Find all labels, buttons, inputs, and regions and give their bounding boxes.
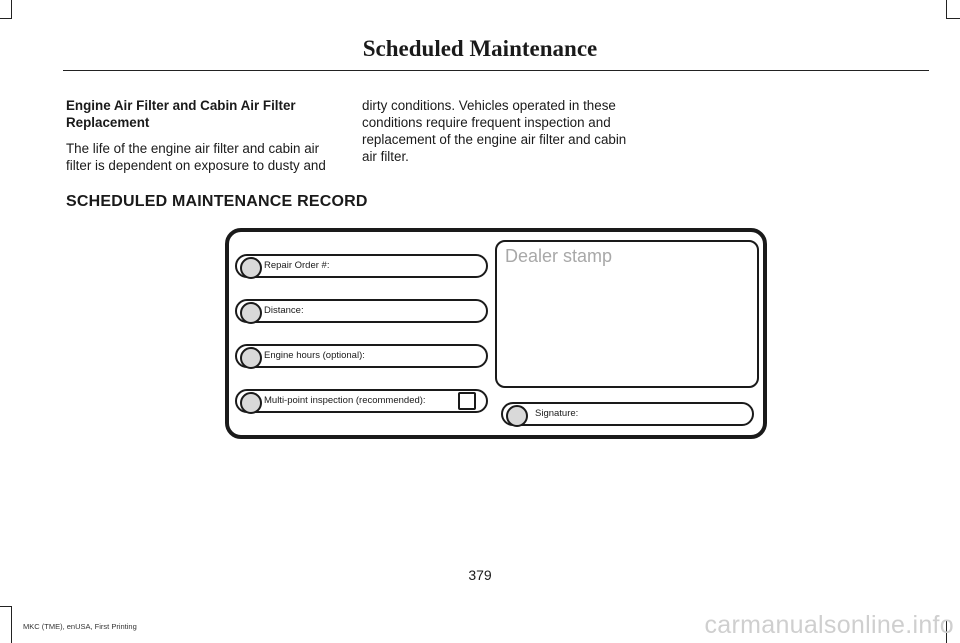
engine-hours-label: Engine hours (optional): — [264, 350, 365, 361]
repair-order-label: Repair Order #: — [264, 260, 330, 271]
multipoint-inspection-field[interactable] — [235, 389, 488, 413]
record-heading: SCHEDULED MAINTENANCE RECORD — [66, 193, 368, 210]
bubble-icon — [506, 405, 528, 427]
bubble-icon — [240, 257, 262, 279]
maintenance-record-card — [225, 228, 767, 439]
header-rule — [63, 70, 929, 71]
signature-field[interactable] — [501, 402, 754, 426]
distance-label: Distance: — [264, 305, 304, 316]
multipoint-checkbox[interactable] — [458, 392, 476, 410]
crop-mark-top-right-h — [946, 18, 960, 19]
engine-hours-field[interactable] — [235, 344, 488, 368]
watermark: carmanualsonline.info — [704, 611, 954, 639]
signature-label: Signature: — [535, 408, 579, 419]
distance-field[interactable] — [235, 299, 488, 323]
section-title: Engine Air Filter and Cabin Air Filter Replacement — [66, 98, 296, 130]
crop-mark-bottom-left-h — [0, 606, 12, 607]
left-column — [66, 97, 336, 174]
section-paragraph-left: The life of the engine air filter and cabin air filter is dependent on exposure to dusty and — [66, 141, 326, 173]
crop-mark-top-left-h — [0, 18, 12, 19]
page-number: 379 — [468, 567, 492, 583]
dealer-stamp-box[interactable] — [495, 240, 759, 388]
bubble-icon — [240, 347, 262, 369]
crop-mark-bottom-left-v — [11, 606, 12, 643]
page-title: Scheduled Maintenance — [362, 36, 598, 61]
right-column — [362, 97, 632, 165]
bubble-icon — [240, 302, 262, 324]
edition-line: MKC (TME), enUSA, First Printing — [23, 622, 137, 631]
dealer-stamp-label: Dealer stamp — [505, 246, 613, 266]
bubble-icon — [240, 392, 262, 414]
crop-mark-top-left-v — [11, 0, 12, 18]
crop-mark-top-right-v — [946, 0, 947, 18]
repair-order-field[interactable] — [235, 254, 488, 278]
multipoint-inspection-label: Multi-point inspection (recommended): — [264, 395, 426, 406]
section-paragraph-right: dirty conditions. Vehicles operated in these conditions require frequent inspection and replacement of the engine air filter and cabin air filter. — [362, 98, 627, 164]
